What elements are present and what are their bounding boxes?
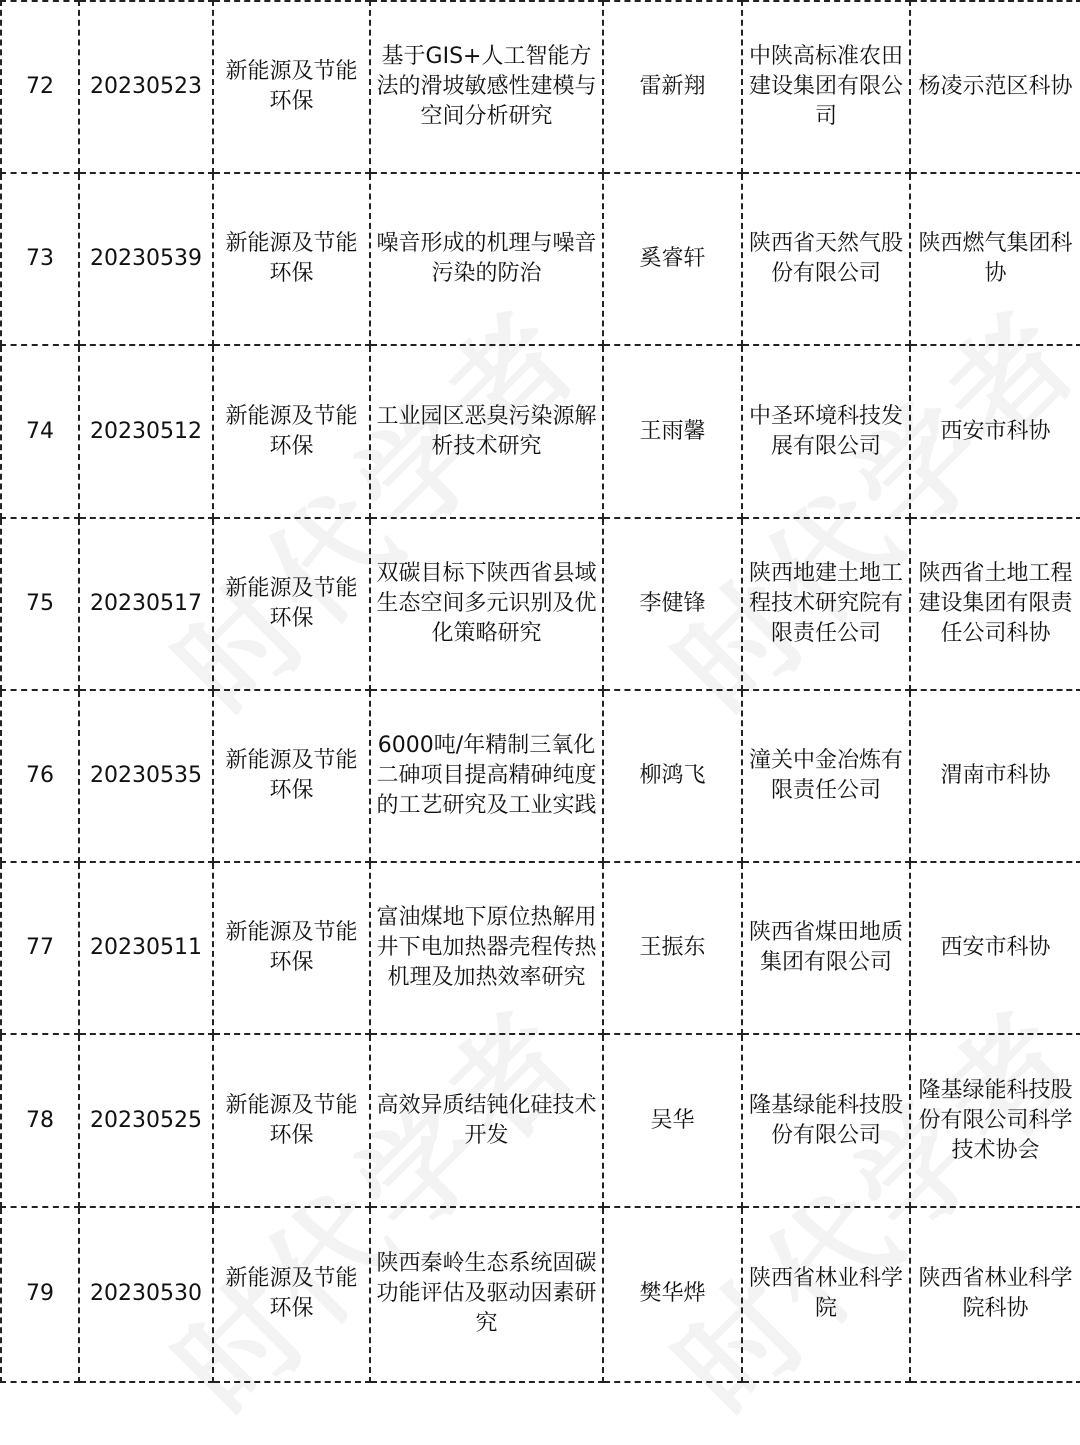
work-unit: 陕西地建土地工程技术研究院有限责任公司	[742, 518, 910, 690]
work-unit: 中陕高标准农田建设集团有限公司	[742, 1, 910, 173]
row-number: 73	[1, 173, 79, 345]
project-title: 陕西秦岭生态系统固碳功能评估及驱动因素研究	[370, 1207, 603, 1382]
project-code: 20230530	[79, 1207, 213, 1382]
project-code: 20230539	[79, 173, 213, 345]
person-name: 王雨馨	[603, 345, 742, 517]
project-title: 噪音形成的机理与噪音污染的防治	[370, 173, 603, 345]
recommending-association: 陕西省土地工程建设集团有限责任公司科协	[910, 518, 1080, 690]
work-unit: 陕西省林业科学院	[742, 1207, 910, 1382]
work-unit: 潼关中金冶炼有限责任公司	[742, 690, 910, 862]
person-name: 奚睿轩	[603, 173, 742, 345]
table-row	[1, 862, 1080, 1034]
row-number: 79	[1, 1207, 79, 1382]
field-category: 新能源及节能环保	[213, 1, 370, 173]
table-row	[1, 518, 1080, 690]
recommending-association: 隆基绿能科技股份有限公司科学技术协会	[910, 1034, 1080, 1206]
field-category: 新能源及节能环保	[213, 345, 370, 517]
person-name: 王振东	[603, 862, 742, 1034]
person-name: 柳鸿飞	[603, 690, 742, 862]
project-code: 20230512	[79, 345, 213, 517]
field-category: 新能源及节能环保	[213, 518, 370, 690]
table-row	[1, 1, 1080, 173]
project-title: 工业园区恶臭污染源解析技术研究	[370, 345, 603, 517]
project-code: 20230511	[79, 862, 213, 1034]
person-name: 樊华烨	[603, 1207, 742, 1382]
recommending-association: 渭南市科协	[910, 690, 1080, 862]
project-code: 20230523	[79, 1, 213, 173]
project-code: 20230525	[79, 1034, 213, 1206]
project-title: 富油煤地下原位热解用井下电加热器壳程传热机理及加热效率研究	[370, 862, 603, 1034]
recommending-association: 陕西省林业科学院科协	[910, 1207, 1080, 1382]
row-number: 74	[1, 345, 79, 517]
table-row	[1, 1207, 1080, 1382]
project-title: 6000吨/年精制三氧化二砷项目提高精砷纯度的工艺研究及工业实践	[370, 690, 603, 862]
project-title: 双碳目标下陕西省县域生态空间多元识别及优化策略研究	[370, 518, 603, 690]
row-number: 76	[1, 690, 79, 862]
row-number: 78	[1, 1034, 79, 1206]
row-number: 77	[1, 862, 79, 1034]
table-row	[1, 690, 1080, 862]
recommending-association: 西安市科协	[910, 862, 1080, 1034]
person-name: 吴华	[603, 1034, 742, 1206]
project-code: 20230535	[79, 690, 213, 862]
field-category: 新能源及节能环保	[213, 1207, 370, 1382]
work-unit: 中圣环境科技发展有限公司	[742, 345, 910, 517]
table-row	[1, 345, 1080, 517]
recommending-association: 陕西燃气集团科协	[910, 173, 1080, 345]
field-category: 新能源及节能环保	[213, 1034, 370, 1206]
table-row	[1, 1034, 1080, 1206]
table-row	[1, 173, 1080, 345]
work-unit: 隆基绿能科技股份有限公司	[742, 1034, 910, 1206]
row-number: 72	[1, 1, 79, 173]
work-unit: 陕西省天然气股份有限公司	[742, 173, 910, 345]
recommending-association: 西安市科协	[910, 345, 1080, 517]
project-title: 高效异质结钝化硅技术开发	[370, 1034, 603, 1206]
field-category: 新能源及节能环保	[213, 862, 370, 1034]
field-category: 新能源及节能环保	[213, 690, 370, 862]
person-name: 李健锋	[603, 518, 742, 690]
field-category: 新能源及节能环保	[213, 173, 370, 345]
person-name: 雷新翔	[603, 1, 742, 173]
recommending-association: 杨凌示范区科协	[910, 1, 1080, 173]
row-number: 75	[1, 518, 79, 690]
project-title: 基于GIS+人工智能方法的滑坡敏感性建模与空间分析研究	[370, 1, 603, 173]
work-unit: 陕西省煤田地质集团有限公司	[742, 862, 910, 1034]
project-code: 20230517	[79, 518, 213, 690]
